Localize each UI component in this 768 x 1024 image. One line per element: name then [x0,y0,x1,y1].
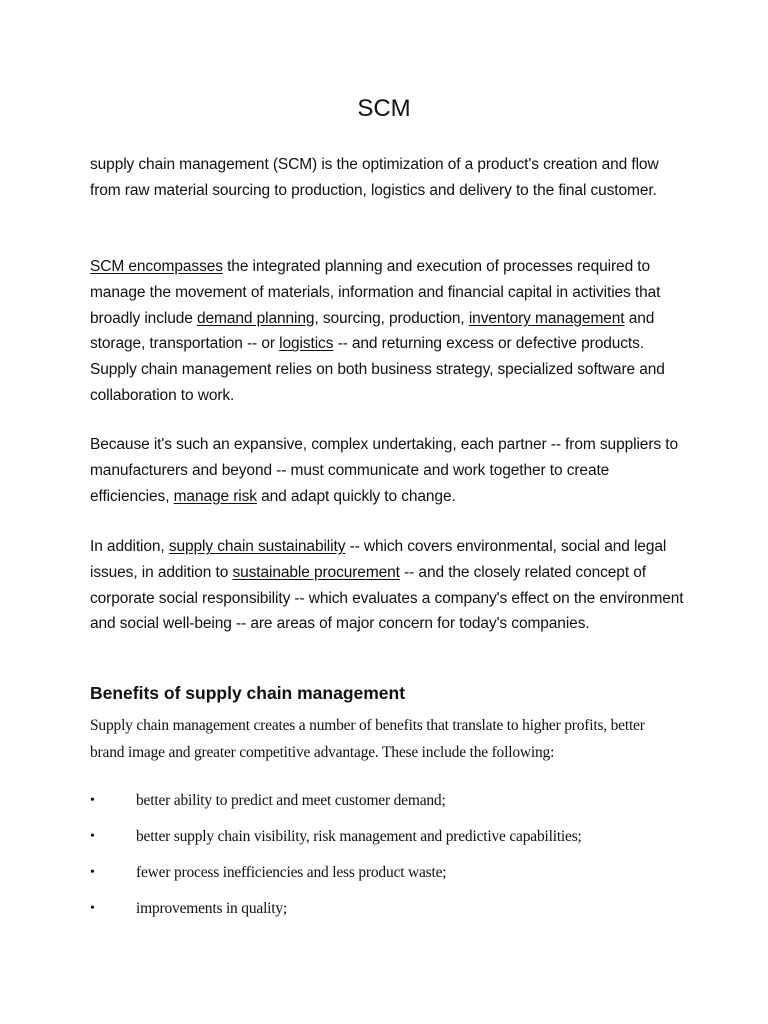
paragraph-sustainability [90,534,690,637]
list-item [90,824,710,860]
text-segment: In addition, [90,538,169,555]
link-manage-risk[interactable]: manage risk [173,487,257,505]
paragraph-definition: supply chain management (SCM) is the optimization of a product's creation and flow from raw material sourcing to production, logistics and delivery to the final customer. [90,156,659,199]
list-item-text: better supply chain visibility, risk management and predictive capabilities; [136,828,582,845]
list-item [90,860,710,896]
bullet-icon: • [90,865,95,880]
text-segment: , sourcing, production, [314,309,469,327]
text-segment: and storage, transportation -- or [90,309,655,353]
list-item-text: improvements in quality; [136,900,288,917]
link-demand-planning[interactable]: demand planning [196,309,315,327]
link-logistics[interactable]: logistics [279,335,334,353]
page-title: SCM [357,95,411,122]
link-scm-encompasses[interactable]: SCM encompasses [90,258,223,275]
text-segment: and adapt quickly to change. [256,487,456,505]
link-supply-chain-sustainability[interactable]: supply chain sustainability [168,538,346,555]
list-item [90,788,710,824]
text-segment: Because it's such an expansive, complex undertaking, each partner -- from suppliers to manufacturers and beyond -- must communicate and work together to create efficiencies, [90,436,678,505]
benefits-list [90,788,710,932]
bullet-icon: • [90,829,95,844]
link-inventory-management[interactable]: inventory management [468,309,625,327]
link-sustainable-procurement[interactable]: sustainable procurement [232,563,400,581]
section-heading-benefits: Benefits of supply chain management [90,683,406,703]
text-segment: -- and returning excess or defective products. Supply chain management relies on both business strategy, specialized software and collaboration to work. [90,335,665,404]
text-segment: -- which covers environmental, social and legal issues, in addition to [90,538,667,581]
paragraph-encompasses [90,254,690,409]
benefits-intro-paragraph: Supply chain management creates a number of benefits that translate to higher profits, better brand image and greater competitive advantage. These include the following: [90,717,645,761]
paragraph-partners [90,432,690,509]
list-item-text: better ability to predict and meet customer demand; [136,792,446,809]
text-segment: -- and the closely related concept of corporate social responsibility -- which evaluates a company's effect on the environment and social well-being -- are areas of major concern for today's companies. [90,563,684,633]
bullet-icon: • [90,793,95,808]
list-item [90,896,710,932]
text-segment: the integrated planning and execution of processes required to manage the movement of materials, information and financial capital in activities that broadly include [90,258,661,327]
bullet-icon: • [90,901,95,916]
list-item-text: fewer process inefficiencies and less product waste; [136,864,447,881]
